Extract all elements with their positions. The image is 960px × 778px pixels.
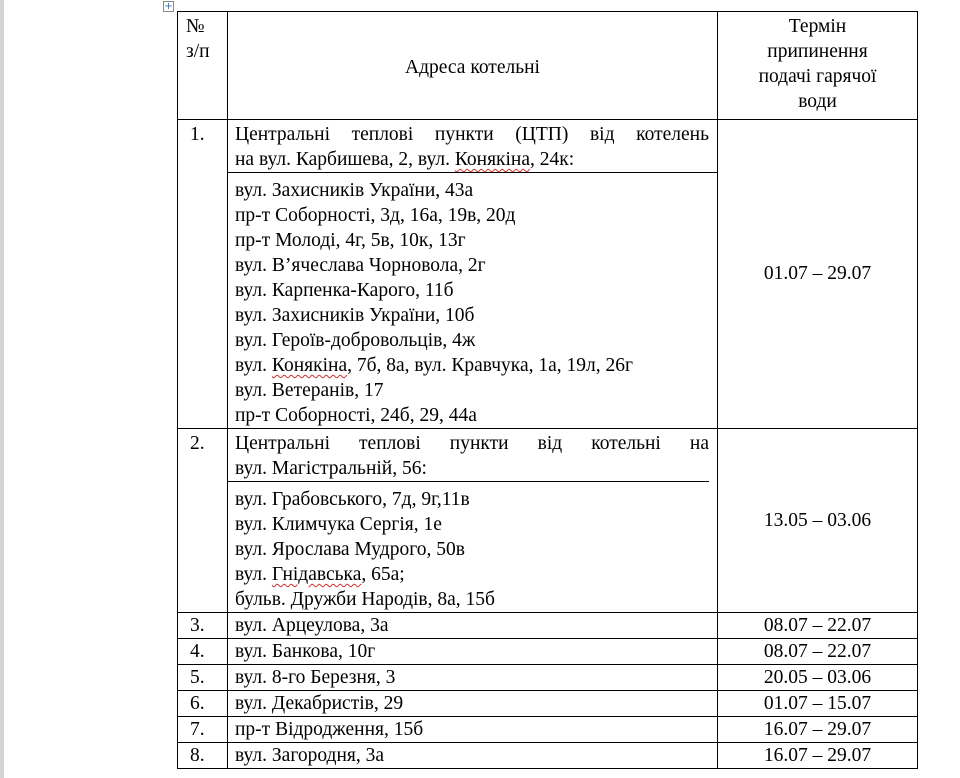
document-left-gutter xyxy=(0,0,4,778)
group-2-address-cell xyxy=(228,429,718,613)
header-term-line: припинення xyxy=(767,41,868,62)
header-term-line: подачі гарячої xyxy=(758,66,877,87)
term-cell: 16.07 – 29.07 xyxy=(718,717,918,743)
row-number: 1. xyxy=(178,120,228,429)
header-term-line: Термін xyxy=(788,16,847,37)
term-cell: 08.07 – 22.07 xyxy=(718,639,918,665)
address-cell: вул. Банкова, 10г xyxy=(228,639,718,665)
term-cell: 13.05 – 03.06 xyxy=(718,429,918,613)
address-line: вул. Захисників України, 43а xyxy=(235,180,474,201)
boiler-schedule-table xyxy=(177,11,918,769)
address-line: вул. В’ячеслава Чорновола, 2г xyxy=(235,255,486,276)
row-number: 6. xyxy=(178,691,228,717)
header-address-cell xyxy=(228,12,718,120)
header-term-line: води xyxy=(798,91,837,112)
address-line: вул. Ярослава Мудрого, 50в xyxy=(235,539,465,560)
address-cell: вул. Загородня, 3а xyxy=(228,743,718,769)
address-cell: вул. Арцеулова, 3а xyxy=(228,613,718,639)
group-2-heading-line-1: Центральні теплові пункти від котельні на xyxy=(235,433,709,454)
address-line: вул. Климчука Сергія, 1е xyxy=(235,514,442,535)
row-number: 7. xyxy=(178,717,228,743)
table-row-group-1 xyxy=(178,120,918,429)
table-row xyxy=(178,691,918,717)
address-line: вул. Ветеранів, 17 xyxy=(235,380,384,401)
group-2-address-list xyxy=(228,482,717,612)
group-1-address-list xyxy=(228,173,717,428)
address-cell: вул. 8-го Березня, 3 xyxy=(228,665,718,691)
address-line: пр-т Молоді, 4г, 5в, 10к, 13г xyxy=(235,230,466,251)
row-number: 5. xyxy=(178,665,228,691)
address-line: пр-т Соборності, 3д, 16а, 19в, 20д xyxy=(235,205,516,226)
row-number: 3. xyxy=(178,613,228,639)
table-row xyxy=(178,639,918,665)
header-address-label: Адреса котельні xyxy=(405,57,540,78)
table-row xyxy=(178,665,918,691)
address-cell: вул. Декабристів, 29 xyxy=(228,691,718,717)
group-1-heading-line-1: Центральні теплові пункти (ЦТП) від котелень xyxy=(235,124,709,145)
address-cell: пр-т Відродження, 15б xyxy=(228,717,718,743)
group-2-heading-line-2: вул. Магістральній, 56: xyxy=(235,458,427,479)
group-1-heading-line-2: на вул. Карбишева, 2, вул. Конякіна, 24к: xyxy=(235,149,575,170)
address-line: вул. Грабовського, 7д, 9г,11в xyxy=(235,489,470,510)
table-move-handle-icon[interactable]: + xyxy=(164,1,173,12)
spellcheck-word: Конякіна xyxy=(271,355,348,376)
group-1-address-cell xyxy=(228,120,718,429)
row-number: 4. xyxy=(178,639,228,665)
address-line: пр-т Соборності, 24б, 29, 44а xyxy=(235,405,477,426)
header-number-abbr: з/п xyxy=(186,41,210,62)
group-1-heading xyxy=(228,120,717,173)
row-number: 2. xyxy=(178,429,228,613)
term-cell: 08.07 – 22.07 xyxy=(718,613,918,639)
header-number-cell xyxy=(178,12,228,120)
address-line: вул. Гнідавська, 65а; xyxy=(235,564,405,585)
table-header-row xyxy=(178,12,918,120)
spellcheck-word: Конякіна xyxy=(454,149,531,170)
row-number: 8. xyxy=(178,743,228,769)
table-row xyxy=(178,613,918,639)
header-term-cell xyxy=(718,12,918,120)
address-line: вул. Карпенка-Карого, 11б xyxy=(235,280,454,301)
term-cell: 16.07 – 29.07 xyxy=(718,743,918,769)
table-row-group-2 xyxy=(178,429,918,613)
term-cell: 20.05 – 03.06 xyxy=(718,665,918,691)
address-line: бульв. Дружби Народів, 8а, 15б xyxy=(235,589,495,610)
header-number-symbol: № xyxy=(186,16,205,37)
table-row xyxy=(178,717,918,743)
address-line: вул. Конякіна, 7б, 8а, вул. Кравчука, 1а, 19л, 26г xyxy=(235,355,634,376)
address-line: вул. Захисників України, 10б xyxy=(235,305,475,326)
table-row xyxy=(178,743,918,769)
spellcheck-word: Гнідавська xyxy=(271,564,362,585)
term-cell: 01.07 – 15.07 xyxy=(718,691,918,717)
term-cell: 01.07 – 29.07 xyxy=(718,120,918,429)
address-line: вул. Героїв-добровольців, 4ж xyxy=(235,330,476,351)
group-2-heading xyxy=(228,429,709,482)
